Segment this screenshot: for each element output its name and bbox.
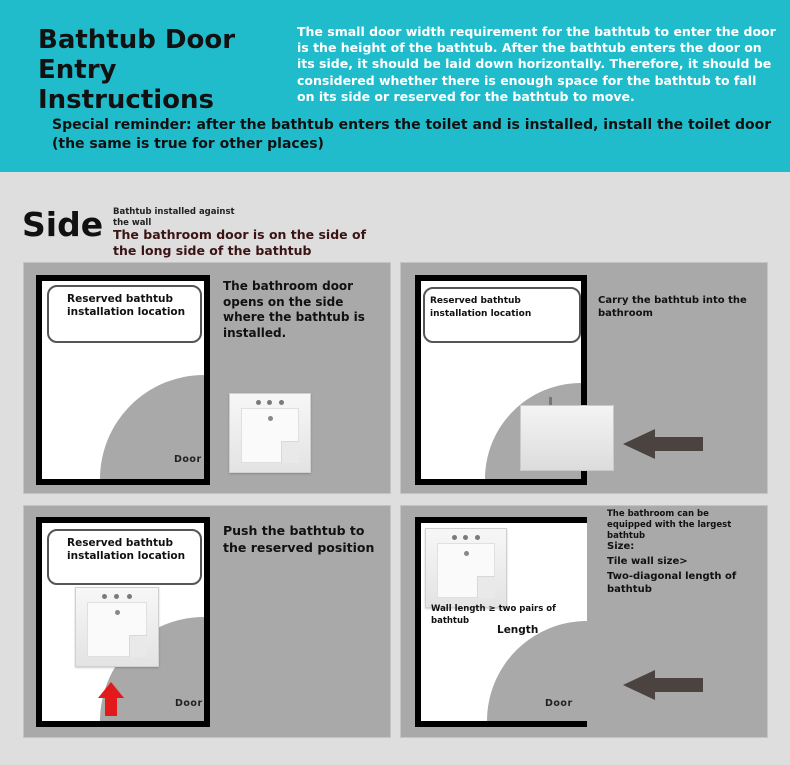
special-reminder: Special reminder: after the bathtub enters the toilet and is installed, install the toilet door (the same is true for other places)	[52, 117, 772, 152]
length-label: Length	[497, 624, 539, 636]
side-title: Side	[22, 205, 104, 244]
arrow-left-icon	[623, 670, 703, 700]
header-banner	[0, 0, 790, 172]
caption-tile-wall: Tile wall size>	[607, 556, 688, 567]
panel-caption: The bathroom door opens on the side where the bathtub is installed.	[223, 279, 365, 340]
arrow-up-icon	[98, 682, 124, 716]
caption-small: The bathroom can be equipped with the largest bathtub	[607, 509, 732, 541]
reserved-location-box: Reserved bathtub installation location	[47, 285, 202, 343]
side-note: The bathroom door is on the side of the long side of the bathtub	[113, 227, 367, 258]
panel-caption: Push the bathtub to the reserved position	[223, 523, 375, 555]
wall-length-note: Wall length ≥ two pairs of bathtub	[431, 604, 556, 626]
panel-largest-bathtub	[400, 505, 768, 738]
tub-fixtures	[256, 400, 285, 405]
caption-size: Size:	[607, 541, 635, 552]
panel-carry-bathtub	[400, 262, 768, 494]
bathtub-image	[75, 587, 159, 667]
caption-diagonal: Two-diagonal length of bathtub	[607, 571, 737, 595]
tub-seat	[477, 576, 495, 598]
door-label: Door	[545, 698, 573, 709]
panel-door-opens-side	[23, 262, 391, 494]
tub-fixtures	[102, 594, 132, 599]
intro-text: The small door width requirement for the bathtub to enter the door is the height of the bathtub. After the bathtub enters the door on its side, it should be laid down horizontally. Therefore, it should be considered whether there is enough space for the bathtub to fall on its side or reserved for the bathtub to move.	[297, 24, 776, 104]
tub-fixtures	[452, 535, 481, 540]
page-title: Bathtub Door Entry Instructions	[38, 25, 236, 115]
side-small-note: Bathtub installed against the wall	[113, 207, 235, 228]
bathtub-image	[425, 528, 507, 608]
tub-seat	[281, 441, 299, 463]
bathtub-on-side	[520, 405, 614, 471]
bathtub-faucet	[549, 397, 552, 405]
door-label: Door	[175, 698, 203, 709]
bathtub-image	[229, 393, 311, 473]
door-label: Door	[174, 454, 202, 465]
reserved-location-box: Reserved bathtub installation location	[47, 529, 202, 585]
panel-push-bathtub	[23, 505, 391, 738]
tub-seat	[129, 635, 147, 657]
panel-caption: Carry the bathtub into the bathroom	[598, 295, 747, 319]
reserved-location-box: Reserved bathtub installation location	[423, 287, 581, 343]
arrow-left-icon	[623, 429, 703, 459]
